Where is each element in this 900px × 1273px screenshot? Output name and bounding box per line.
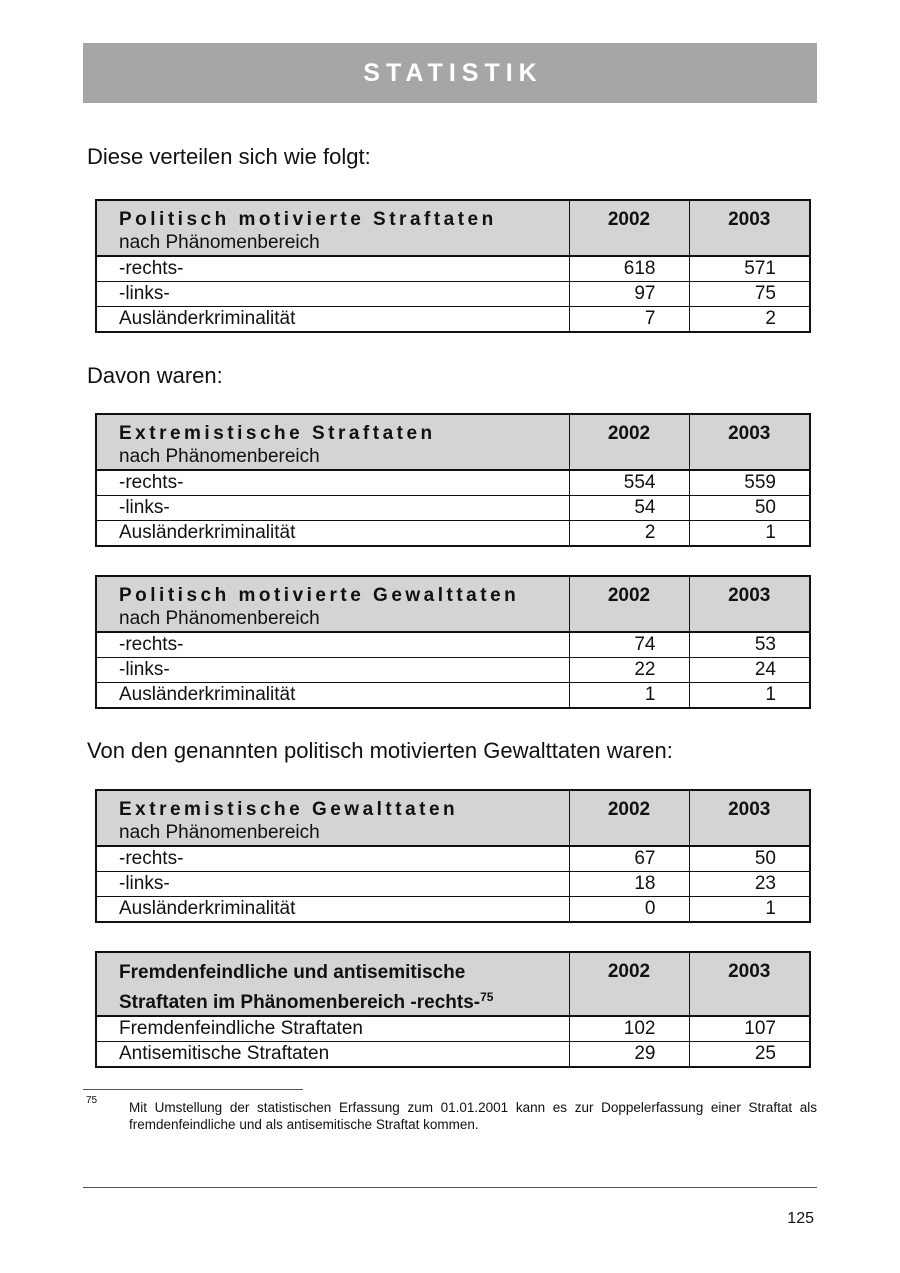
value-2002: 97: [569, 282, 689, 307]
table-row: [96, 846, 810, 872]
table-political-violence: [95, 575, 811, 709]
column-header-2002: 2002: [569, 200, 689, 256]
page-number: 125: [787, 1210, 814, 1227]
column-header-2003: 2003: [689, 200, 810, 256]
table-row: [96, 897, 810, 923]
column-header-2003: 2003: [689, 952, 810, 1016]
row-label: -links-: [96, 872, 569, 897]
value-2003: 571: [689, 256, 810, 282]
row-label: Ausländerkriminalität: [96, 307, 569, 333]
table-subtitle: nach Phänomenbereich: [119, 232, 320, 253]
table-row: [96, 1016, 810, 1042]
value-2002: 618: [569, 256, 689, 282]
row-label: -rechts-: [96, 470, 569, 496]
column-header-2003: 2003: [689, 576, 810, 632]
table-row: [96, 658, 810, 683]
table-row: [96, 872, 810, 897]
value-2003: 25: [754, 1043, 776, 1064]
table-title: Politisch motivierte Straftaten: [119, 209, 497, 230]
column-header-2002: 2002: [569, 414, 689, 470]
page-footer-divider: [83, 1187, 817, 1188]
intro-text-3: Von den genannten politisch motivierten Gewalttaten waren:: [87, 738, 673, 763]
table-title: Extremistische Straftaten: [119, 423, 436, 444]
value-2002: 22: [569, 658, 689, 683]
column-header-2002: 2002: [569, 576, 689, 632]
table-title-cell: [96, 952, 569, 1016]
value-2003: 24: [689, 658, 810, 683]
table-title-cell: [96, 200, 569, 256]
table-title-line-1: Fremdenfeindliche und antisemitische: [119, 962, 466, 983]
value-2002: 54: [569, 496, 689, 521]
row-label: -links-: [96, 658, 569, 683]
value-2002: 18: [569, 872, 689, 897]
row-label: -rechts-: [96, 632, 569, 658]
row-label: Ausländerkriminalität: [96, 683, 569, 709]
table-title-cell: [96, 414, 569, 470]
row-label: -rechts-: [96, 256, 569, 282]
value-2003: 2: [765, 308, 776, 329]
value-2002: 2: [569, 521, 689, 547]
value-2003: 53: [689, 632, 810, 658]
table-header-row: [96, 200, 810, 256]
table-title-cell: [96, 790, 569, 846]
row-label: -links-: [96, 282, 569, 307]
footnote-number: 75: [86, 1095, 98, 1106]
table-title: Extremistische Gewalttaten: [119, 799, 459, 820]
column-header-2002: 2002: [569, 952, 689, 1016]
row-label: Antisemitische Straftaten: [96, 1042, 569, 1068]
value-2003: 107: [689, 1016, 810, 1042]
value-2003: 75: [689, 282, 810, 307]
intro-text-1: Diese verteilen sich wie folgt:: [87, 144, 371, 169]
value-2003: 1: [765, 522, 776, 543]
table-row: [96, 496, 810, 521]
value-2002: 74: [569, 632, 689, 658]
row-label: -links-: [96, 496, 569, 521]
value-2002: 67: [569, 846, 689, 872]
column-header-2003: 2003: [689, 414, 810, 470]
table-row: [96, 521, 810, 547]
table-row: [96, 470, 810, 496]
table-extremist-violence: [95, 789, 811, 923]
row-label: -rechts-: [96, 846, 569, 872]
footnote-reference[interactable]: 75: [480, 990, 494, 1004]
table-row: [96, 282, 810, 307]
value-2003: 50: [689, 496, 810, 521]
table-row: [96, 256, 810, 282]
value-2003: 50: [689, 846, 810, 872]
table-title-line-2-text: Straftaten im Phänomenbereich -rechts-: [119, 992, 481, 1013]
row-label: Fremdenfeindliche Straftaten: [96, 1016, 569, 1042]
section-title: STATISTIK: [363, 58, 543, 87]
footnote-text: Mit Umstellung der statistischen Erfassung zum 01.01.2001 kann es zur Doppelerfassung einer Straftat als fremdenfeindliche und als antisemitische Straftat kommen.: [129, 1100, 817, 1132]
value-2003: 23: [689, 872, 810, 897]
row-label: Ausländerkriminalität: [96, 521, 569, 547]
value-2003: 1: [765, 684, 776, 705]
table-title-cell: [96, 576, 569, 632]
table-row: [96, 1042, 810, 1068]
value-2003: 1: [765, 898, 776, 919]
table-xenophobic-antisemitic: [95, 951, 811, 1068]
footnote-divider: [83, 1089, 303, 1090]
table-political-offences: [95, 199, 811, 333]
value-2002: 102: [569, 1016, 689, 1042]
value-2003: 559: [689, 470, 810, 496]
column-header-2003: 2003: [689, 790, 810, 846]
value-2002: 0: [569, 897, 689, 923]
table-row: [96, 307, 810, 333]
value-2002: 29: [569, 1042, 689, 1068]
intro-text-2: Davon waren:: [87, 363, 223, 388]
table-header-row: [96, 576, 810, 632]
table-title-line-2: [119, 985, 569, 1015]
table-row: [96, 632, 810, 658]
table-subtitle: nach Phänomenbereich: [119, 608, 320, 629]
value-2002: 7: [569, 307, 689, 333]
value-2002: 554: [569, 470, 689, 496]
column-header-2002: 2002: [569, 790, 689, 846]
table-title: Politisch motivierte Gewalttaten: [119, 585, 520, 606]
table-subtitle: nach Phänomenbereich: [119, 822, 320, 843]
table-header-row: [96, 790, 810, 846]
table-row: [96, 683, 810, 709]
table-extremist-offences: [95, 413, 811, 547]
row-label: Ausländerkriminalität: [96, 897, 569, 923]
table-subtitle: nach Phänomenbereich: [119, 446, 320, 467]
section-header: [83, 43, 817, 103]
value-2002: 1: [569, 683, 689, 709]
table-header-row: [96, 952, 810, 1016]
table-header-row: [96, 414, 810, 470]
